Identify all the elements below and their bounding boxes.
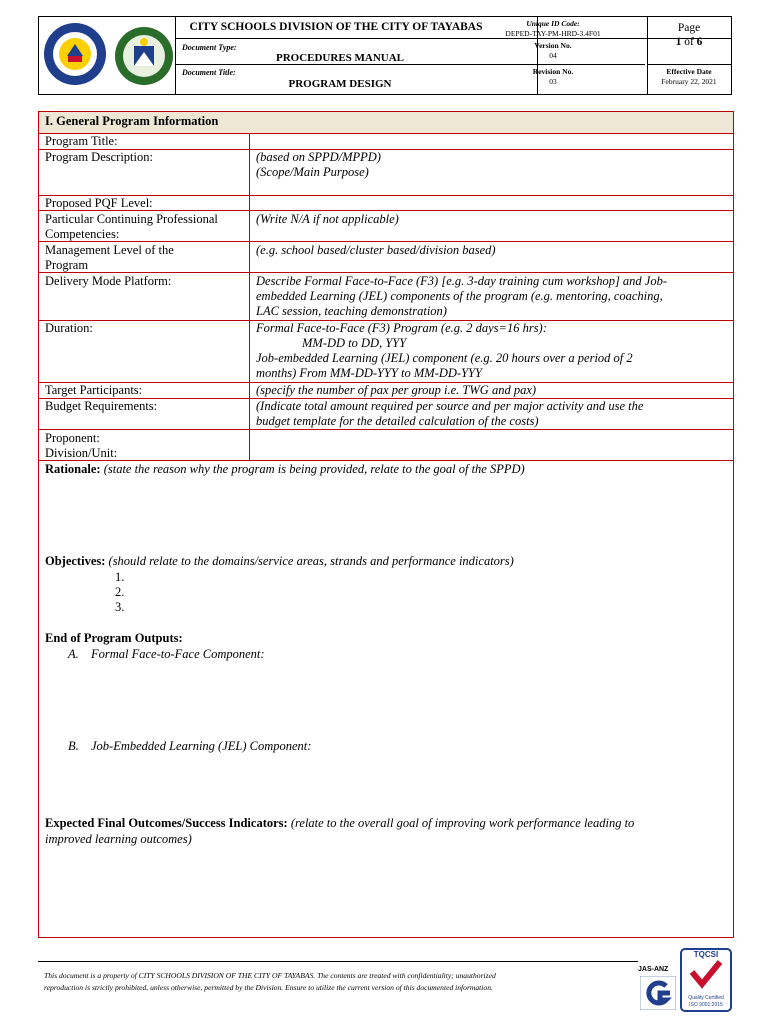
competencies-label: Particular Continuing Professional — [45, 212, 218, 226]
duration-hint-2: MM-DD to DD, YYY — [302, 336, 407, 350]
version-label: Version No. — [534, 41, 572, 50]
outcomes-text-2: improved learning outcomes) — [45, 832, 192, 846]
org-title: CITY SCHOOLS DIVISION OF THE CITY OF TAYABAS — [189, 21, 483, 33]
division-unit-label: Division/Unit: — [45, 446, 118, 460]
footer-notice — [44, 970, 604, 994]
deped-seal-logo — [42, 18, 112, 92]
page-number — [646, 36, 732, 48]
outcomes — [45, 815, 729, 831]
section-title: I. General Program Information — [45, 114, 219, 128]
output-a-text: Formal Face-to-Face Component: — [91, 647, 265, 661]
objectives-text: (should relate to the domains/service areas, strands and performance indicators) — [108, 554, 514, 568]
tqcsi-label: TQCSI — [693, 950, 719, 959]
document-type-label: Document Type: — [182, 43, 237, 52]
objective-item: 2. — [115, 585, 125, 599]
duration-label: Duration: — [45, 321, 93, 335]
management-level-label-2: Program — [45, 258, 89, 272]
jas-anz-logo — [640, 976, 676, 1010]
page-total: 6 — [696, 36, 703, 48]
output-a-marker: A. — [68, 647, 79, 661]
page-of: of — [684, 36, 694, 48]
delivery-mode-hint-3: LAC session, teaching demonstration) — [256, 304, 447, 318]
general-info-table — [38, 111, 734, 938]
delivery-mode-hint-2: embedded Learning (JEL) components of the program (e.g. mentoring, coaching, — [256, 289, 663, 303]
revision-value: 03 — [549, 77, 557, 86]
effective-value: February 22, 2021 — [661, 77, 717, 86]
version-value: 04 — [549, 51, 557, 60]
delivery-mode-hint: Describe Formal Face-to-Face (F3) [e.g. 3-day training cum workshop] and Job- — [256, 274, 668, 288]
budget-label: Budget Requirements: — [45, 399, 158, 413]
quality-certified-label: Quality Certified — [688, 995, 724, 1001]
budget-hint: (Indicate total amount required per source and per major activity and use the — [256, 399, 644, 413]
proponent-label: Proponent: — [45, 431, 100, 445]
outputs-label: End of Program Outputs: — [45, 631, 183, 645]
document-type-value: PROCEDURES MANUAL — [275, 52, 405, 64]
rationale-label: Rationale: — [45, 462, 101, 476]
footer-notice-line-1: This document is a property of CITY SCHOOLS DIVISION OF THE CITY OF TAYABAS. The contents are treated with confidentiality; unauthorized — [44, 971, 496, 980]
output-b-marker: B. — [68, 739, 79, 753]
rationale — [45, 461, 525, 477]
output-b-text: Job-Embedded Learning (JEL) Component: — [91, 739, 312, 753]
duration-hint-3: Job-embedded Learning (JEL) component (e.g. 20 hours over a period of 2 — [256, 351, 633, 365]
footer-divider — [38, 961, 638, 962]
page-label: Page — [677, 22, 701, 34]
program-title-label: Program Title: — [45, 134, 118, 148]
document-title-value: PROGRAM DESIGN — [288, 78, 392, 90]
objective-item: 3. — [115, 600, 125, 614]
duration-hint: Formal Face-to-Face (F3) Program (e.g. 2 days=16 hrs): — [256, 321, 547, 335]
competencies-label-2: Competencies: — [45, 227, 120, 241]
revision-label: Revision No. — [532, 67, 574, 76]
division-seal-logo — [112, 22, 176, 90]
management-level-hint: (e.g. school based/cluster based/division based) — [256, 243, 496, 257]
management-level-label: Management Level of the — [45, 243, 174, 257]
delivery-mode-label: Delivery Mode Platform: — [45, 274, 172, 288]
outcomes-text: (relate to the overall goal of improving work performance leading to — [290, 816, 635, 830]
footer-notice-line-2: reproduction is strictly prohibited, unless otherwise, permitted by the Division. Ensure to utilize the current version of this documented information. — [44, 983, 493, 992]
jas-anz-label: JAS-ANZ — [638, 966, 669, 973]
duration-hint-4: months) From MM-DD-YYY to MM-DD-YYY — [256, 366, 482, 380]
program-description-hint-2: (Scope/Main Purpose) — [256, 165, 369, 179]
iso-standard-label: ISO 9001:2015 — [689, 1002, 723, 1008]
unique-id-value: DEPED-TAY-PM-HRD-3.4F01 — [505, 29, 601, 38]
pqf-level-label: Proposed PQF Level: — [45, 196, 153, 210]
document-title-label: Document Title: — [182, 68, 236, 77]
program-description-label: Program Description: — [45, 150, 153, 164]
outcomes-label: Expected Final Outcomes/Success Indicators: — [45, 816, 288, 830]
unique-id-label: Unique ID Code: — [526, 19, 580, 28]
objective-item: 1. — [115, 570, 125, 584]
competencies-hint: (Write N/A if not applicable) — [256, 212, 399, 226]
page-current: 1 — [675, 36, 682, 48]
objectives-label: Objectives: — [45, 554, 106, 568]
objectives — [45, 553, 514, 569]
program-description-hint: (based on SPPD/MPPD) — [256, 150, 381, 164]
budget-hint-2: budget template for the detailed calculation of the costs) — [256, 414, 539, 428]
rationale-text: (state the reason why the program is being provided, relate to the goal of the SPPD) — [103, 462, 525, 476]
target-participants-hint: (specify the number of pax per group i.e. TWG and pax) — [256, 383, 537, 397]
effective-label: Effective Date — [666, 67, 712, 76]
target-participants-label: Target Participants: — [45, 383, 143, 397]
